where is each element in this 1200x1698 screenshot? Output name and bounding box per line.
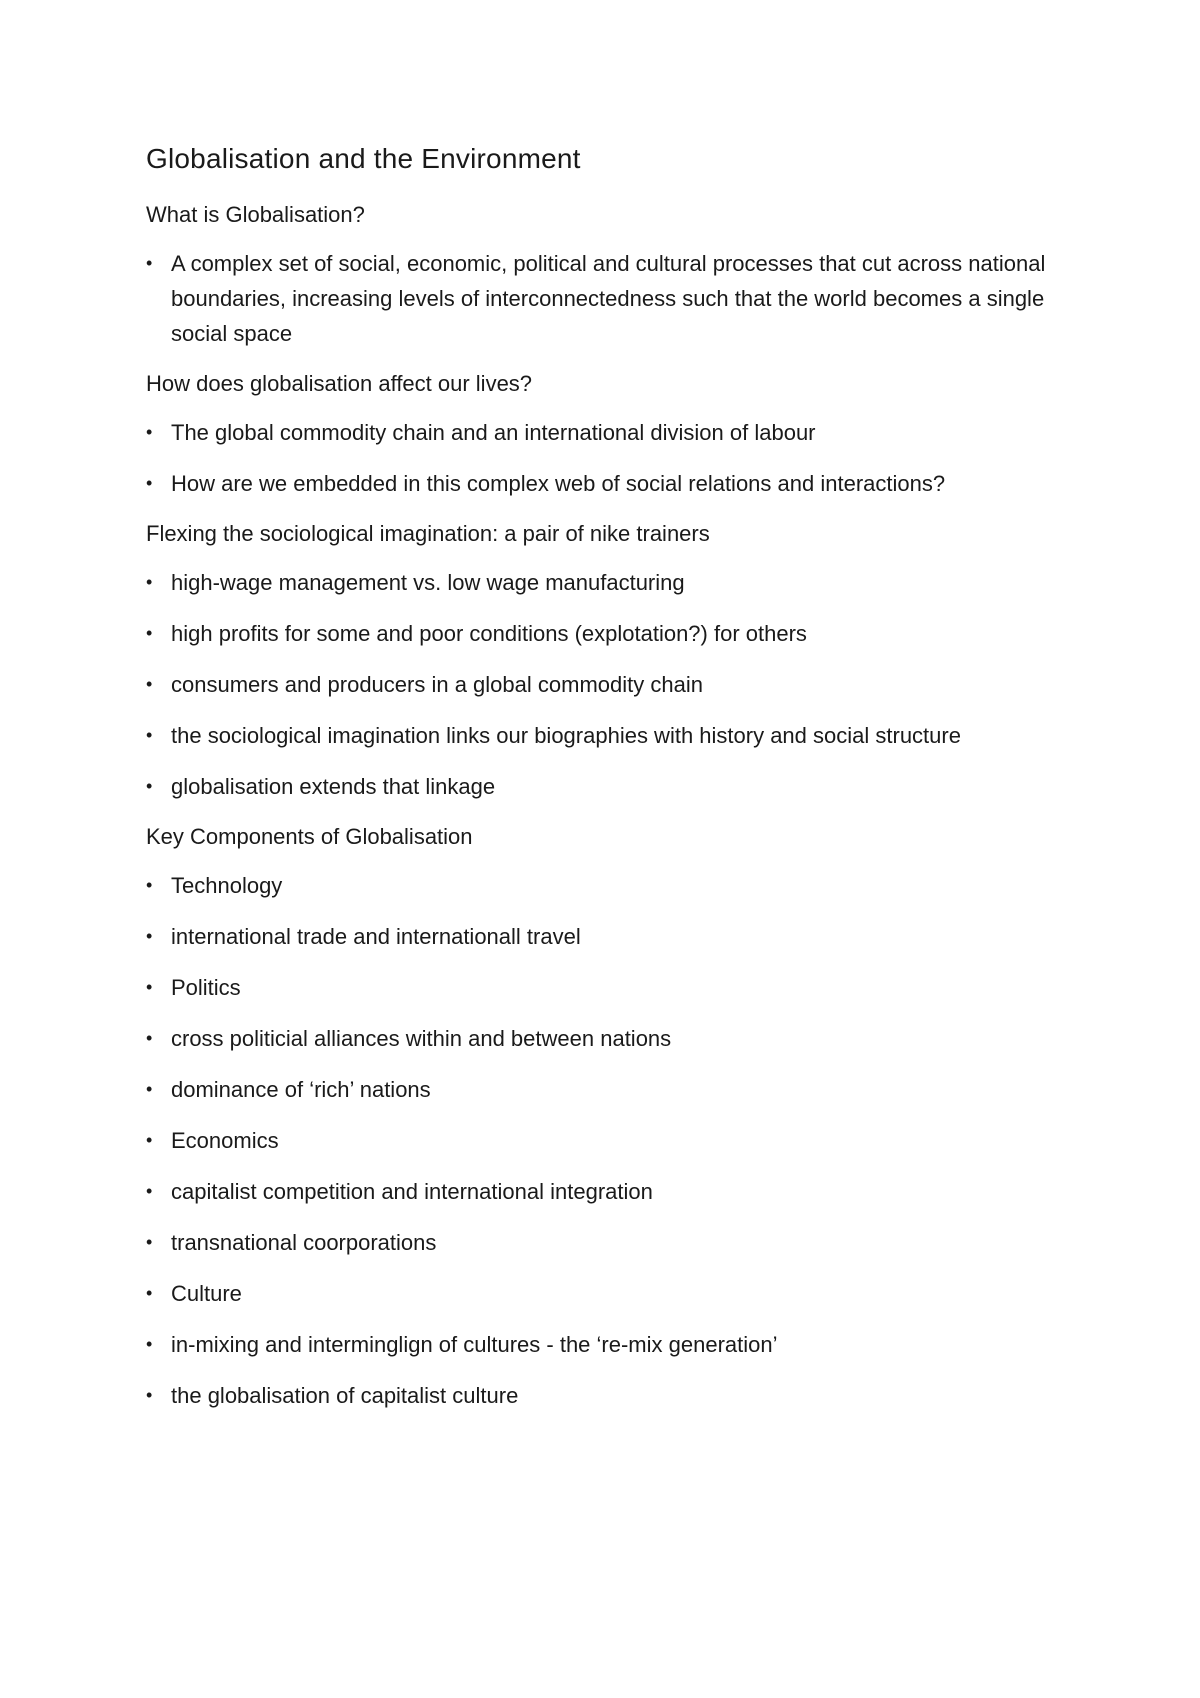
bullet-icon: • [146,1181,153,1201]
bullet-text: Technology [171,873,283,898]
bullet-item [146,1174,1076,1209]
bullet-icon: • [146,1079,153,1099]
bullet-item [146,415,1076,450]
bullet-item [146,1123,1076,1158]
section-how-does-globalisation-affect [146,367,1076,501]
bullet-icon: • [146,1334,153,1354]
bullet-text: Politics [171,975,241,1000]
bullet-text: consumers and producers in a global commodity chain [171,672,703,697]
bullet-icon: • [146,422,153,442]
bullet-text: The global commodity chain and an international division of labour [171,420,816,445]
bullet-item [146,1276,1076,1311]
bullet-text: international trade and internationall travel [171,924,581,949]
section-heading: What is Globalisation? [146,202,365,227]
bullet-icon: • [146,1283,153,1303]
bullet-text: transnational coorporations [171,1230,437,1255]
bullet-list [146,868,1076,1413]
bullet-icon: • [146,253,153,273]
bullet-icon: • [146,977,153,997]
bullet-icon: • [146,926,153,946]
bullet-icon: • [146,1385,153,1405]
bullet-text: in-mixing and interminglign of cultures - the ‘re-mix generation’ [171,1332,778,1357]
bullet-item [146,769,1076,804]
bullet-text: How are we embedded in this complex web of social relations and interactions? [171,471,946,496]
document-page [146,140,1076,1429]
bullet-item [146,718,1076,753]
section-what-is-globalisation [146,198,1076,351]
bullet-item [146,466,1076,501]
bullet-item [146,1021,1076,1056]
bullet-icon: • [146,725,153,745]
bullet-item [146,1327,1076,1362]
bullet-text: cross politicial alliances within and between nations [171,1026,672,1051]
bullet-icon: • [146,623,153,643]
section-sociological-imagination [146,517,1076,804]
bullet-list [146,565,1076,804]
section-key-components [146,820,1076,1413]
bullet-text: high profits for some and poor conditions (explotation?) for others [171,621,807,646]
bullet-text: Culture [171,1281,242,1306]
bullet-icon: • [146,1232,153,1252]
bullet-item [146,565,1076,600]
section-heading: Flexing the sociological imagination: a pair of nike trainers [146,521,710,546]
bullet-item [146,1378,1076,1413]
bullet-item [146,616,1076,651]
section-heading: How does globalisation affect our lives? [146,371,533,396]
document-title: Globalisation and the Environment [146,143,581,174]
bullet-icon: • [146,572,153,592]
bullet-item [146,1072,1076,1107]
bullet-list [146,415,1076,501]
bullet-text: capitalist competition and international integration [171,1179,653,1204]
bullet-text: dominance of ‘rich’ nations [171,1077,431,1102]
bullet-text: globalisation extends that linkage [171,774,496,799]
bullet-text: the globalisation of capitalist culture [171,1383,519,1408]
bullet-item [146,1225,1076,1260]
bullet-item [146,246,1076,351]
section-heading: Key Components of Globalisation [146,824,473,849]
bullet-item [146,970,1076,1005]
bullet-icon: • [146,1130,153,1150]
bullet-text: Economics [171,1128,279,1153]
bullet-icon: • [146,473,153,493]
bullet-icon: • [146,1028,153,1048]
bullet-list [146,246,1076,351]
bullet-item [146,868,1076,903]
bullet-icon: • [146,674,153,694]
bullet-text: high-wage management vs. low wage manufacturing [171,570,685,595]
bullet-item [146,919,1076,954]
bullet-item [146,667,1076,702]
bullet-icon: • [146,776,153,796]
bullet-icon: • [146,875,153,895]
bullet-text: A complex set of social, economic, political and cultural processes that cut across national boundaries, increasing levels of interconnectedness such that the world becomes a single social space [171,251,1046,346]
bullet-text: the sociological imagination links our biographies with history and social structure [171,723,961,748]
